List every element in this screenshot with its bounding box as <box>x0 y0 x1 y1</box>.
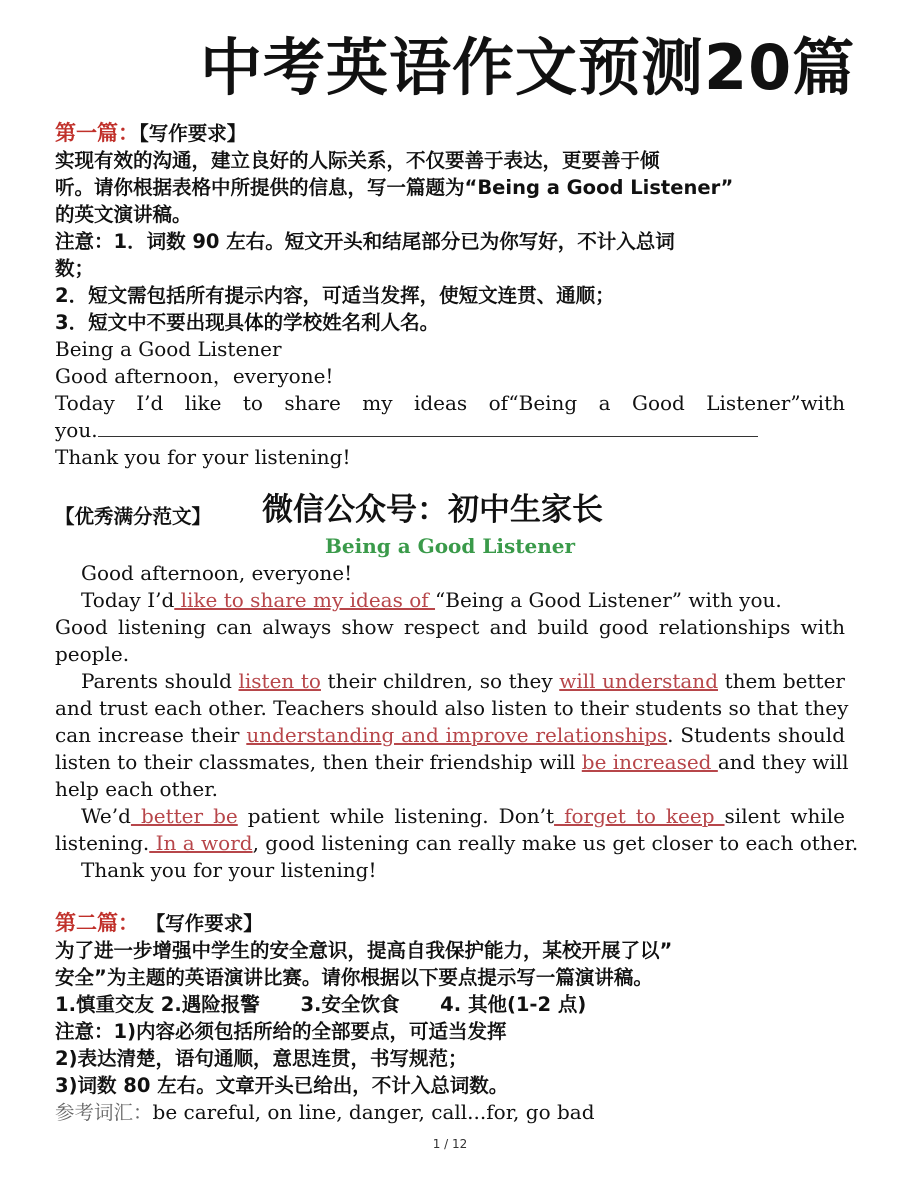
highlight-phrase: better be <box>130 804 238 828</box>
prompt-line-blank: you. <box>55 417 845 444</box>
answer-blank <box>98 418 758 437</box>
req-line: 为了进一步增强中学生的安全意识，提高自我保护能力，某校开展了以” <box>55 939 673 962</box>
highlight-phrase: like to share my ideas of <box>174 588 436 612</box>
req-line: 注意：1)内容必须包括所给的全部要点，可适当发挥 <box>55 1020 507 1043</box>
req-line: 1.慎重交友 2.遇险报警 3.安全饮食 4. 其他(1-2 点) <box>55 993 587 1016</box>
highlight-phrase: In a word <box>149 831 253 855</box>
req-line: 听。请你根据表格中所提供的信息，写一篇题为“Being a Good Listener” <box>55 176 734 199</box>
req-line: 3．短文中不要出现具体的学校姓名利人名。 <box>55 311 440 334</box>
req-line: 注意：1．词数 90 左右。短文开头和结尾部分已为你写好，不计入总词 <box>55 230 675 253</box>
essay-line: listening. In a word, good listening can really make us get closer to each other. <box>55 831 859 855</box>
prompt-line: Today I’d like to share my ideas of“Being a Good Listener”with <box>55 391 845 415</box>
req-line: 安全”为主题的英语演讲比赛。请你根据以下要点提示写一篇演讲稿。 <box>55 966 653 989</box>
vocab-line <box>55 1099 845 1126</box>
essay-line: people. <box>55 642 130 666</box>
section2-requirements <box>55 910 845 1126</box>
highlight-phrase: will understand <box>559 669 718 693</box>
highlight-phrase: understanding and improve relationships <box>246 723 668 747</box>
essay-line: Good listening can always show respect and build good relationships with <box>55 615 845 639</box>
req-line: 2．短文需包括所有提示内容，可适当发挥，使短文连贯、通顺； <box>55 284 615 307</box>
watermark: 微信公众号：初中生家长 <box>262 492 603 528</box>
vocab-label: 参考词汇： <box>55 1101 153 1124</box>
essay-line: We’d better be patient while listening. Don’t forget to keep silent while <box>81 804 846 828</box>
section1-req-label: 【写作要求】 <box>139 122 247 145</box>
essay-line: and trust each other. Teachers should also listen to their students so that they <box>55 696 849 720</box>
highlight-phrase: forget to keep <box>554 804 725 828</box>
essay-line: Today I’d like to share my ideas of “Being a Good Listener” with you. <box>81 588 782 612</box>
section2-req-label: 【写作要求】 <box>145 912 263 935</box>
essay-line: Good afternoon, everyone! <box>81 561 353 585</box>
section1-requirements <box>55 120 845 471</box>
highlight-phrase: be increased <box>581 750 718 774</box>
essay-line: Parents should listen to their children, so they will understand them better <box>81 669 845 693</box>
model-essay-label: 【优秀满分范文】 <box>55 505 212 528</box>
vocab-list: be careful, on line, danger, call...for, go bad <box>152 1100 595 1124</box>
essay-line: Thank you for your listening! <box>81 858 377 882</box>
essay-line: listen to their classmates, then their friendship will be increased and they will <box>55 750 849 774</box>
essay-line: help each other. <box>55 777 218 801</box>
req-line: 2)表达清楚，语句通顺，意思连贯，书写规范； <box>55 1047 468 1070</box>
model-essay <box>55 560 859 884</box>
req-line: 数； <box>55 257 95 280</box>
req-line: 实现有效的沟通，建立良好的人际关系，不仅要善于表达，更要善于倾 <box>55 149 660 172</box>
page-number: 1 / 12 <box>432 1137 468 1151</box>
section2-label: 第二篇： <box>55 911 139 935</box>
model-essay-title: Being a Good Listener <box>324 534 576 558</box>
req-line: 3)词数 80 左右。文章开头已给出，不计入总词数。 <box>55 1074 509 1097</box>
page-title: 中考英语作文预测20篇 <box>200 31 856 104</box>
prompt-line: Being a Good Listener <box>55 337 282 361</box>
prompt-line: Thank you for your listening! <box>55 445 351 469</box>
essay-line: can increase their understanding and improve relationships. Students should <box>55 723 845 747</box>
prompt-line: Good afternoon，everyone! <box>55 364 334 388</box>
highlight-phrase: listen to <box>238 669 321 693</box>
req-line: 的英文演讲稿。 <box>55 203 192 226</box>
section1-label: 第一篇： <box>55 121 139 145</box>
